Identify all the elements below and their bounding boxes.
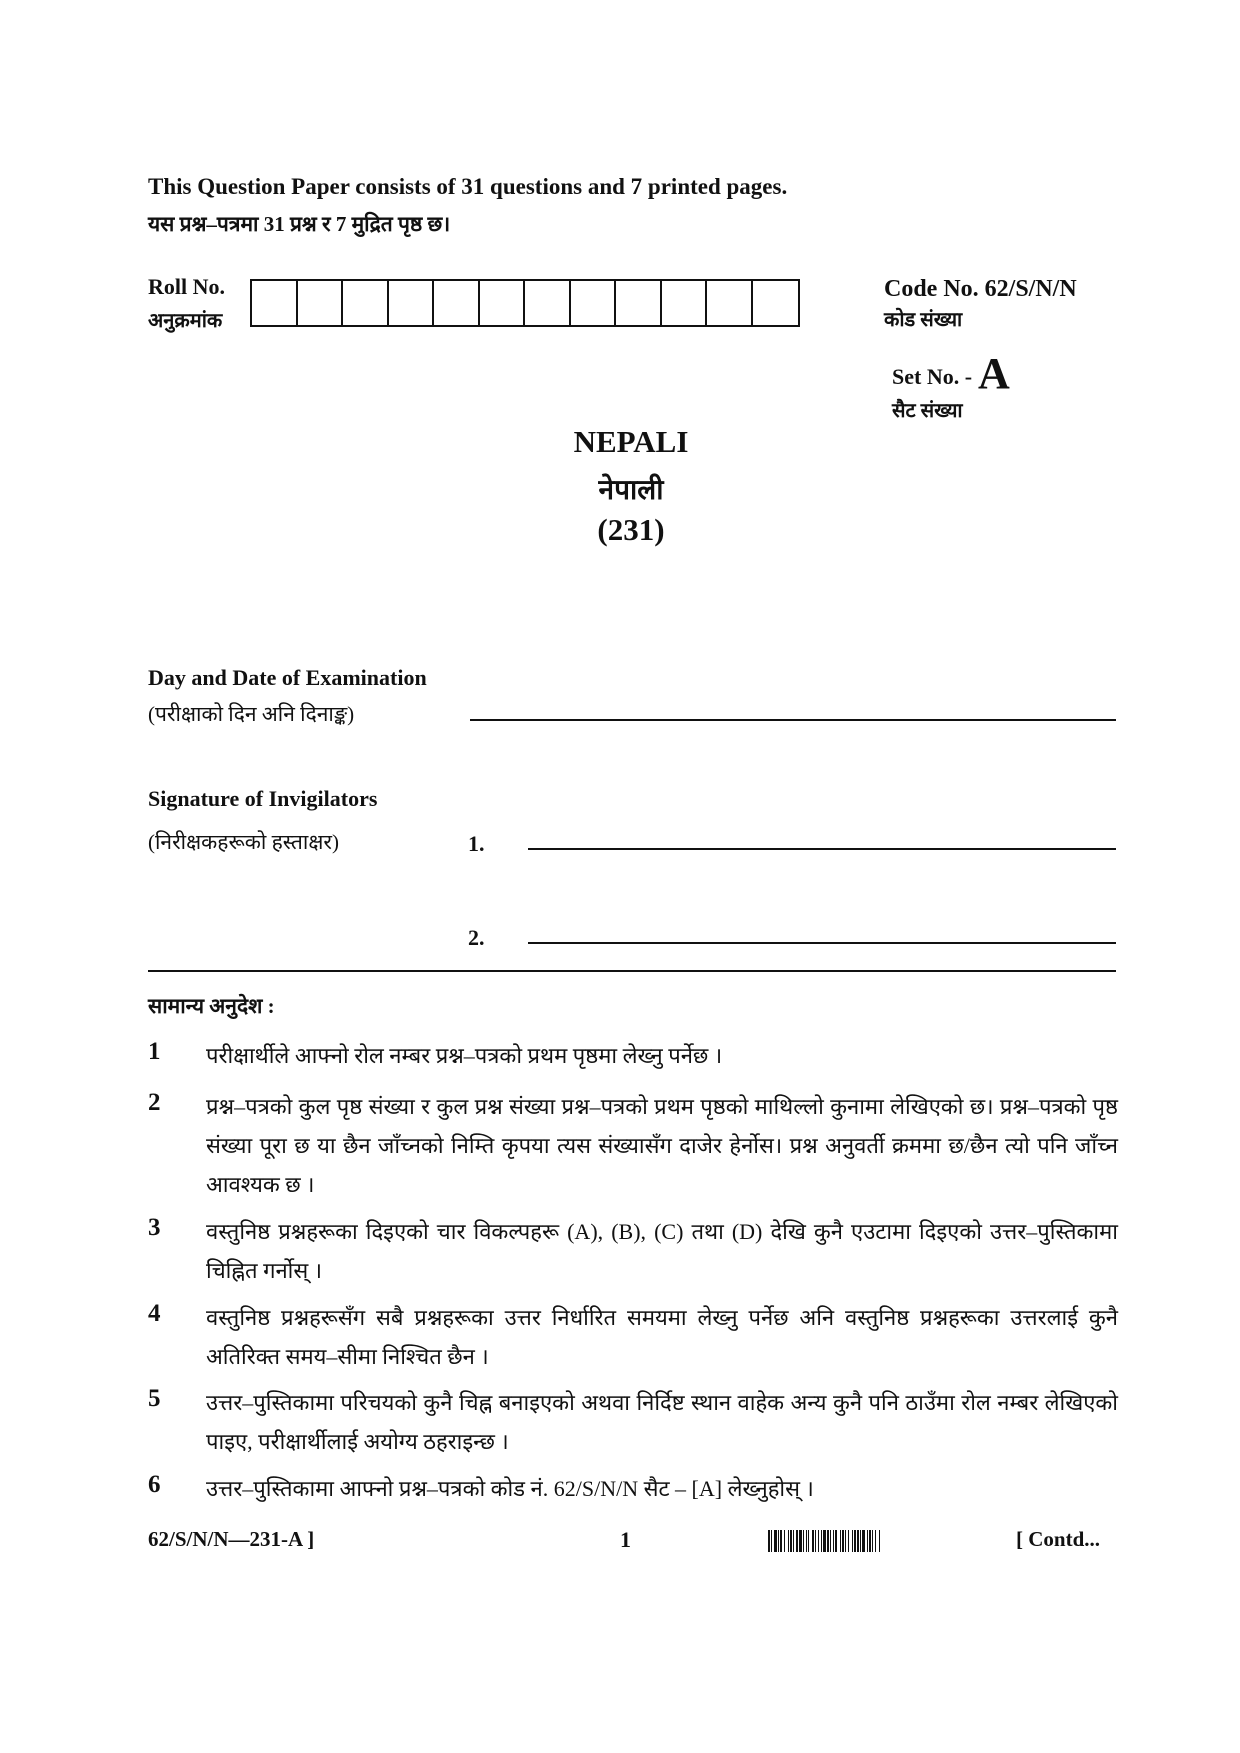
set-number (892, 348, 1010, 399)
instruction-number: 2 (148, 1089, 161, 1116)
instruction-number: 5 (148, 1385, 161, 1412)
continued-marker: [ Contd... (1016, 1527, 1101, 1551)
signature-2-number: 2. (468, 925, 485, 950)
roll-digit-box[interactable] (252, 281, 298, 325)
footer-paper-code: 62/S/N/N—231-A ] (148, 1527, 315, 1551)
roll-digit-box[interactable] (343, 281, 389, 325)
section-divider (148, 970, 1116, 972)
roll-digit-box[interactable] (480, 281, 526, 325)
pages-notice-nepali: यस प्रश्न–पत्रमा 31 प्रश्न र 7 मुद्रित पृष्ठ छ। (148, 212, 451, 236)
code-number: Code No. 62/S/N/N (884, 276, 1077, 302)
code-label-nepali: कोड संख्या (884, 309, 963, 331)
barcode-icon (768, 1530, 1010, 1552)
roll-digit-box[interactable] (525, 281, 571, 325)
roll-digit-box[interactable] (753, 281, 799, 325)
roll-digit-box[interactable] (571, 281, 617, 325)
roll-digit-box[interactable] (389, 281, 435, 325)
exam-date-label: Day and Date of Examination (148, 665, 427, 690)
exam-date-label-nepali: (परीक्षाको दिन अनि दिनाङ्क) (148, 702, 355, 726)
roll-label-nepali: अनुक्रमांक (148, 310, 223, 332)
code-block (884, 276, 1077, 422)
instruction-text: वस्तुनिष्ठ प्रश्नहरूका दिइएको चार विकल्पहरू (A), (B), (C) तथा (D) देखि कुनै एउटामा दिइएको उत्तर–पुस्तिकामा चिह्नित गर्नोस् । (206, 1219, 1118, 1283)
instructions-heading: सामान्य अनुदेश : (148, 994, 275, 1018)
instruction-number: 4 (148, 1300, 161, 1327)
subject-code: (231) (597, 512, 665, 547)
subject-title-english: NEPALI (573, 424, 689, 459)
instruction-text: उत्तर–पुस्तिकामा परिचयको कुनै चिह्न बनाइएको अथवा निर्दिष्ट स्थान वाहेक अन्य कुनै पनि ठाउँमा रोल नम्बर लेखिएको पाइए, परीक्षार्थीलाई अयोग्य ठहराइन्छ । (206, 1390, 1118, 1454)
invigilator-signature-label-nepali: (निरीक्षकहरूको हस्ताक्षर) (148, 830, 339, 854)
roll-number-label (148, 270, 225, 338)
barcode-bar (880, 1530, 882, 1552)
instruction-number: 6 (148, 1471, 161, 1498)
exam-date-line[interactable] (470, 719, 1116, 721)
subject-title-nepali: नेपाली (598, 475, 664, 506)
instruction-number: 3 (148, 1214, 161, 1241)
roll-digit-box[interactable] (434, 281, 480, 325)
instruction-text: वस्तुनिष्ठ प्रश्नहरूसँग सबै प्रश्नहरूका उत्तर निर्धारित समयमा लेख्नु पर्नेछ अनि वस्तुनिष्ठ प्रश्नहरूका उत्तरलाई कुनै अतिरिक्त समय–सीमा निश्चित छैन । (206, 1305, 1118, 1369)
roll-label-english: Roll No. (148, 274, 225, 299)
roll-number-boxes (250, 279, 800, 327)
set-label-nepali: सैट संख्या (892, 400, 963, 422)
roll-digit-box[interactable] (298, 281, 344, 325)
roll-digit-box[interactable] (616, 281, 662, 325)
set-letter: A (978, 349, 1010, 398)
signature-1-line[interactable] (528, 848, 1116, 850)
instruction-text: परीक्षार्थीले आफ्नो रोल नम्बर प्रश्न–पत्रको प्रथम पृष्ठमा लेख्नु पर्नेछ । (206, 1043, 723, 1068)
pages-notice-english: This Question Paper consists of 31 questions and 7 printed pages. (148, 174, 788, 199)
signature-1-number: 1. (468, 831, 485, 856)
invigilator-signature-label: Signature of Invigilators (148, 786, 378, 811)
page-number: 1 (620, 1527, 631, 1552)
signature-2-line[interactable] (528, 942, 1116, 944)
instruction-text: उत्तर–पुस्तिकामा आफ्नो प्रश्न–पत्रको कोड नं. 62/S/N/N सैट – [A] लेख्नुहोस् । (206, 1476, 814, 1501)
instruction-number: 1 (148, 1038, 161, 1065)
roll-digit-box[interactable] (662, 281, 708, 325)
set-label: Set No. - (892, 364, 973, 389)
instruction-text: प्रश्न–पत्रको कुल पृष्ठ संख्या र कुल प्रश्न संख्या प्रश्न–पत्रको प्रथम पृष्ठको माथिल्लो कुनामा लेखिएको छ। प्रश्न–पत्रको पृष्ठ संख्या पूरा छ या छैन जाँच्नको निम्ति कृपया त्यस संख्यासँग दाजेर हेर्नोस। प्रश्न अनुवर्ती क्रममा छ/छैन त्यो पनि जाँच्न आवश्यक छ । (206, 1094, 1118, 1197)
roll-digit-box[interactable] (707, 281, 753, 325)
